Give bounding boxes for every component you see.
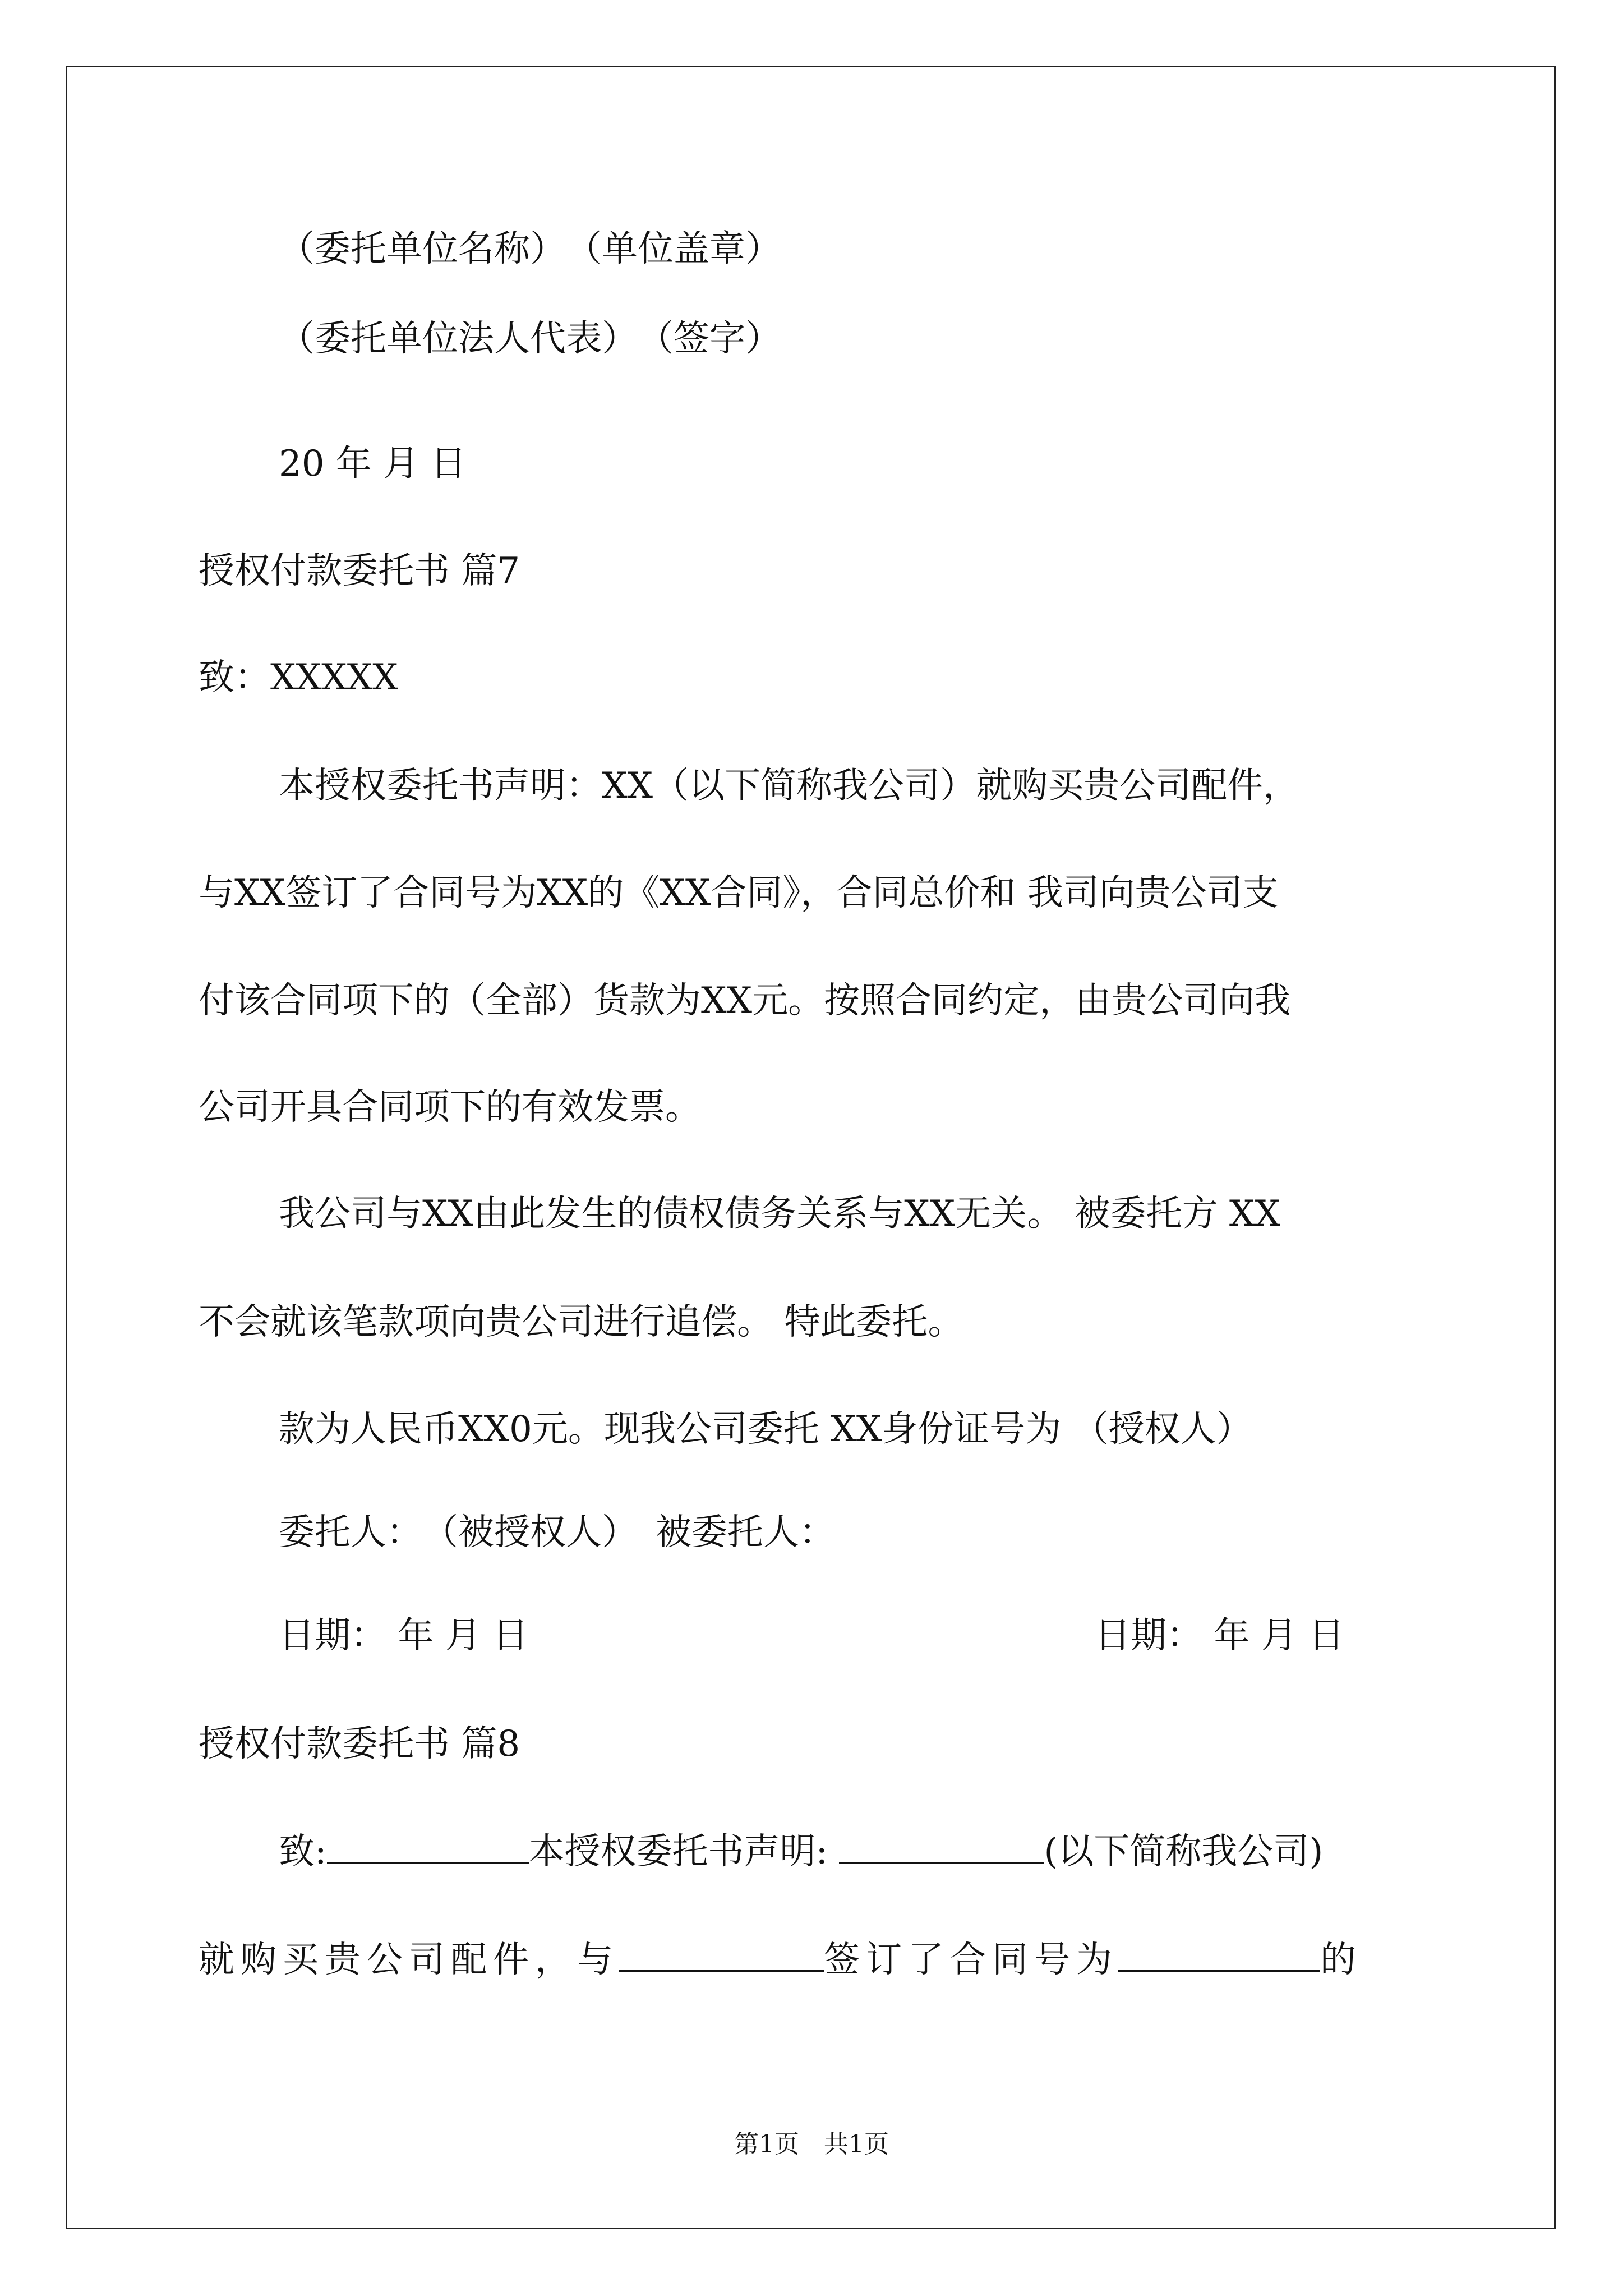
signatory-line: 委托人： （被授权人） 被委托人：	[279, 1512, 835, 1553]
page-footer: 第1页 共1页	[734, 2130, 889, 2159]
text-line: 付该合同项下的（全部）货款为XX元。按照合同约定，由贵公司向我	[199, 980, 1291, 1022]
text-line: 不会就该笔款项向贵公司进行追偿。 特此委托。	[199, 1301, 964, 1343]
text-line: 20 年 月 日	[279, 443, 467, 485]
blank-field	[839, 1828, 1044, 1864]
text-fragment: 本授权委托书声明:	[528, 1831, 828, 1872]
text-line: 款为人民币XX0元。现我公司委托 XX身份证号为 （授权人）	[279, 1409, 1252, 1450]
page-border	[66, 66, 1556, 2229]
text-fragment: 致:	[279, 1831, 327, 1872]
section-heading: 授权付款委托书 篇8	[199, 1723, 520, 1765]
text-fragment: (以下简称我公司)	[1044, 1831, 1324, 1872]
text-fragment: 签订了合同号为	[824, 1939, 1118, 1981]
text-fragment: 就购买贵公司配件，与	[199, 1939, 619, 1981]
date-right: 日期： 年 月 日	[1095, 1615, 1345, 1657]
text-line: （委托单位法人代表） （签字）	[279, 318, 781, 360]
blank-field	[619, 1936, 824, 1972]
text-line: 与XX签订了合同号为XX的《XX合同》，合同总价和 我司向贵公司支	[199, 872, 1279, 914]
blank-field	[327, 1828, 529, 1864]
text-line: 我公司与XX由此发生的债权债务关系与XX无关。 被委托方 XX	[279, 1193, 1281, 1235]
date-line	[279, 1613, 1345, 1658]
section-heading: 授权付款委托书 篇7	[199, 550, 520, 592]
text-line	[279, 1828, 1323, 1874]
text-line: （委托单位名称） （单位盖章）	[279, 228, 781, 270]
addressee-line: 致：XXXXX	[199, 657, 398, 698]
text-line: 公司开具合同项下的有效发票。	[199, 1087, 701, 1128]
text-line: 本授权委托书声明：XX（以下简称我公司）就购买贵公司配件，	[279, 765, 1299, 807]
text-line	[199, 1936, 1362, 1982]
text-fragment: 的	[1320, 1939, 1362, 1981]
blank-field	[1118, 1936, 1320, 1972]
date-left: 日期： 年 月 日	[279, 1615, 529, 1657]
